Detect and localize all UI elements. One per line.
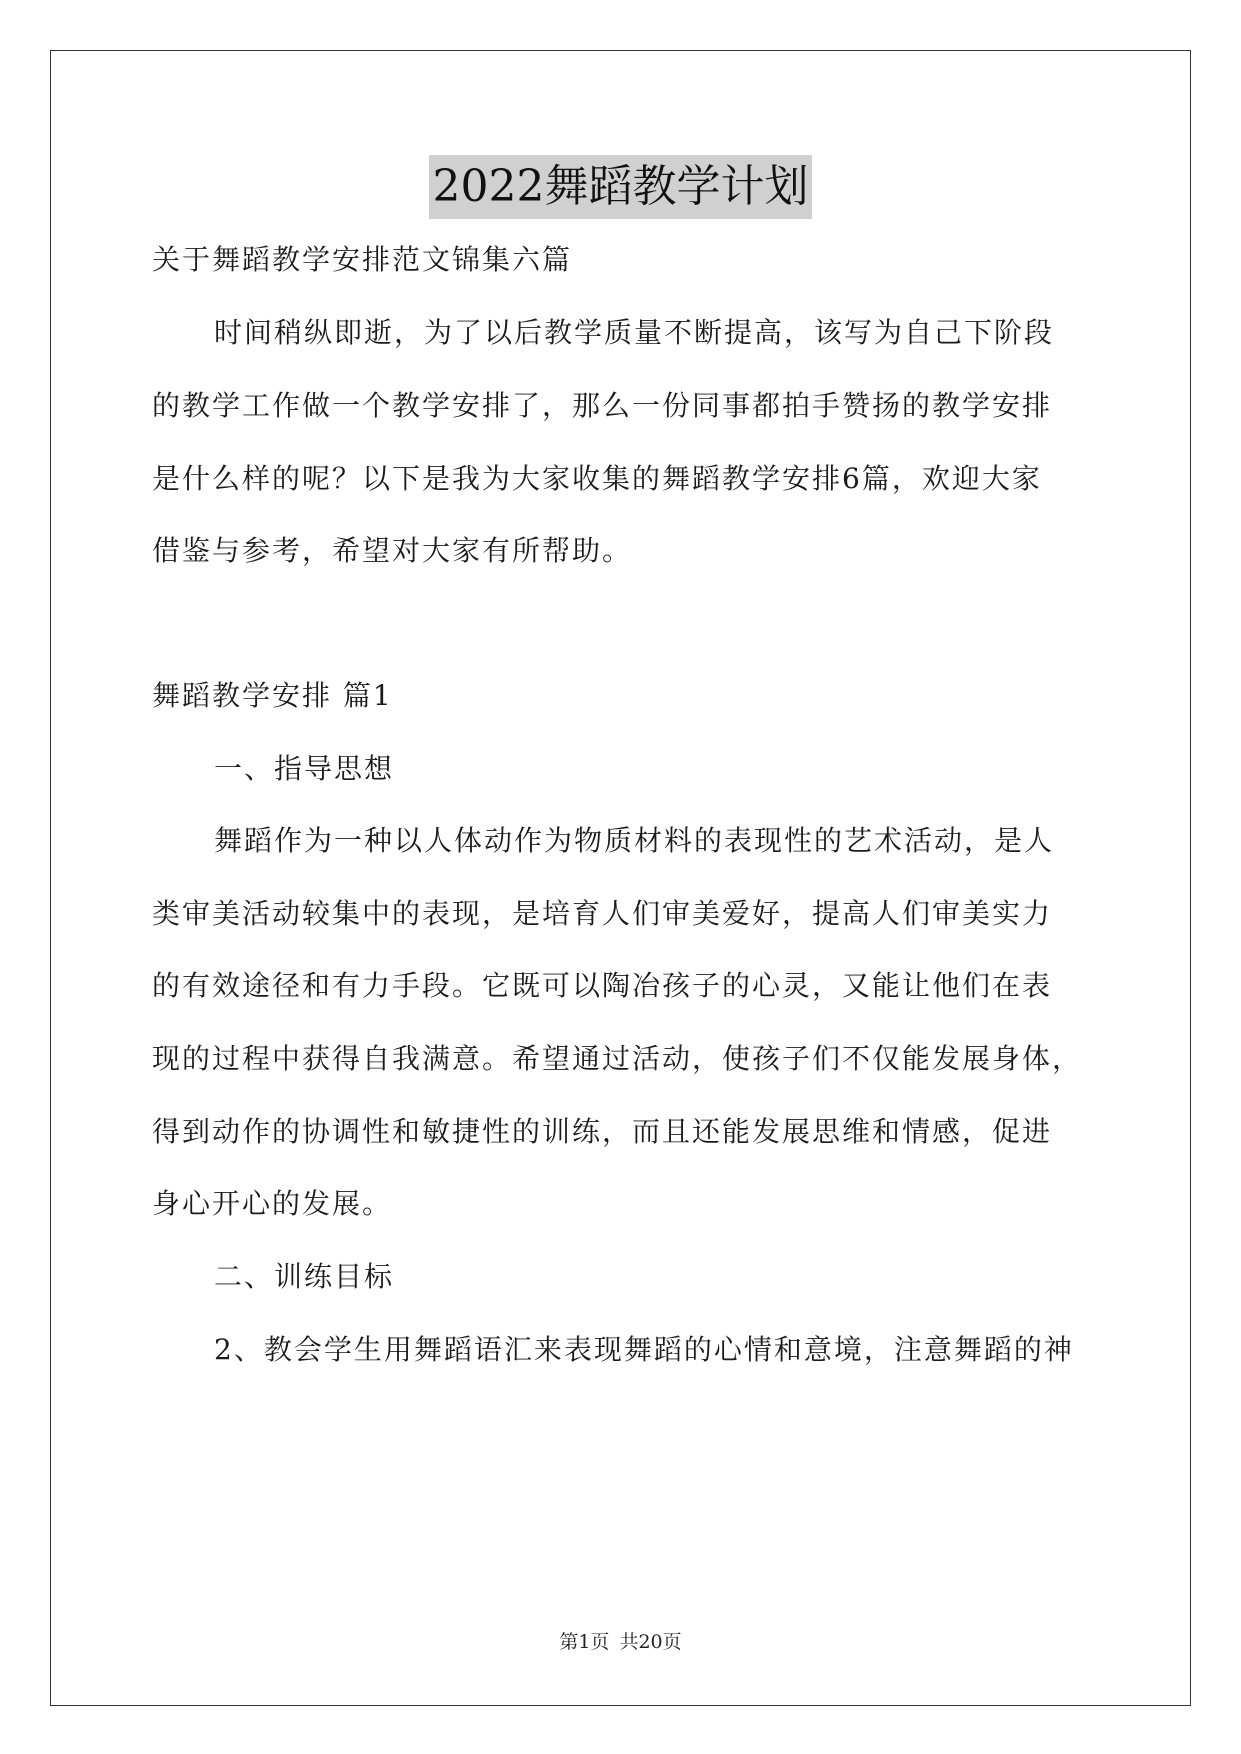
paragraph-line: 得到动作的协调性和敏捷性的训练，而且还能发展思维和情感，促进 <box>152 1115 1053 1148</box>
intro-line: 借鉴与参考，希望对大家有所帮助。 <box>152 534 633 567</box>
page-total: 共20页 <box>619 1631 682 1653</box>
paragraph-line: 类审美活动较集中的表现，是培育人们审美爱好，提高人们审美实力 <box>152 897 1053 930</box>
page-border <box>50 50 1191 1706</box>
heading-training-goals: 二、训练目标 <box>214 1260 395 1293</box>
page-number: 第1页 <box>559 1631 610 1653</box>
intro-line: 的教学工作做一个教学安排了，那么一份同事都拍手赞扬的教学安排 <box>152 389 1053 422</box>
title-container <box>0 155 1241 219</box>
paragraph-line: 身心开心的发展。 <box>152 1187 393 1220</box>
page-footer <box>0 1627 1241 1654</box>
paragraph-line: 的有效途径和有力手段。它既可以陶冶孩子的心灵，又能让他们在表 <box>152 969 1053 1002</box>
paragraph-line: 舞蹈作为一种以人体动作为物质材料的表现性的艺术活动，是人 <box>214 824 1055 857</box>
paragraph-line: 2、教会学生用舞蹈语汇来表现舞蹈的心情和意境，注意舞蹈的神 <box>214 1333 1074 1366</box>
section-heading: 舞蹈教学安排 篇1 <box>152 679 393 712</box>
document-title: 2022舞蹈教学计划 <box>429 155 813 219</box>
heading-guiding-ideology: 一、指导思想 <box>214 752 395 785</box>
paragraph-line: 现的过程中获得自我满意。希望通过活动，使孩子们不仅能发展身体， <box>152 1042 1083 1075</box>
intro-line: 是什么样的呢？以下是我为大家收集的舞蹈教学安排6篇，欢迎大家 <box>152 462 1042 495</box>
document-subtitle: 关于舞蹈教学安排范文锦集六篇 <box>152 243 573 276</box>
intro-line: 时间稍纵即逝，为了以后教学质量不断提高，该写为自己下阶段 <box>214 316 1055 349</box>
